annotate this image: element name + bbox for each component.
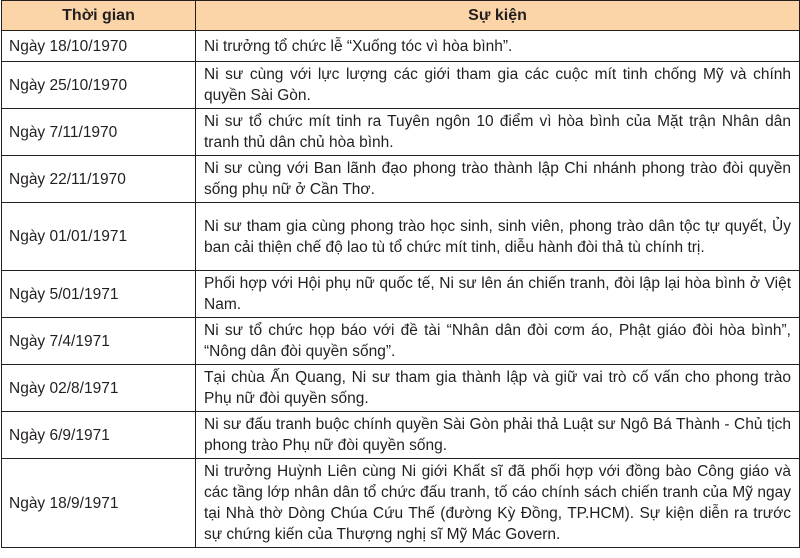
row-date: Ngày 02/8/1971 [2, 365, 196, 412]
row-event: Ni sư tổ chức họp báo với đề tài “Nhân dân đòi cơm áo, Phật giáo đòi hòa bình”, “Nông dân đòi quyền sống”. [196, 318, 800, 365]
row-date: Ngày 18/10/1970 [2, 31, 196, 62]
row-event: Ni trưởng tổ chức lễ “Xuống tóc vì hòa bình”. [196, 31, 800, 62]
table-row [2, 271, 800, 318]
header-event: Sự kiện [196, 1, 800, 31]
row-date: Ngày 7/11/1970 [2, 109, 196, 156]
table-row [2, 31, 800, 62]
table-row [2, 62, 800, 109]
table-row [2, 109, 800, 156]
row-event: Ni sư cùng với Ban lãnh đạo phong trào thành lập Chi nhánh phong trào đòi quyền sống phụ nữ ở Cần Thơ. [196, 156, 800, 203]
table-header-row [2, 1, 800, 31]
row-date: Ngày 22/11/1970 [2, 156, 196, 203]
row-event: Ni sư đấu tranh buộc chính quyền Sài Gòn phải thả Luật sư Ngô Bá Thành - Chủ tịch phong trào Phụ nữ đòi quyền sống. [196, 412, 800, 459]
row-date: Ngày 18/9/1971 [2, 459, 196, 548]
header-time: Thời gian [2, 1, 196, 31]
row-date: Ngày 7/4/1971 [2, 318, 196, 365]
row-event: Ni sư cùng với lực lượng các giới tham gia các cuộc mít tinh chống Mỹ và chính quyền Sài Gòn. [196, 62, 800, 109]
table-row [2, 459, 800, 548]
row-event: Ni trưởng Huỳnh Liên cùng Ni giới Khất sĩ đã phối hợp với đồng bào Công giáo và các tầng lớp nhân dân tổ chức đấu tranh, tố cáo chính sách chiến tranh của Mỹ ngay tại Nhà thờ Dòng Chúa Cứu Thế (đường Kỳ Đồng, TP.HCM). Sự kiện diễn ra trước sự chứng kiến của Thượng nghị sĩ Mỹ Mác Govern. [196, 459, 800, 548]
row-date: Ngày 5/01/1971 [2, 271, 196, 318]
table-row [2, 156, 800, 203]
row-date: Ngày 6/9/1971 [2, 412, 196, 459]
row-event: Phối hợp với Hội phụ nữ quốc tế, Ni sư lên án chiến tranh, đòi lập lại hòa bình ở Việt Nam. [196, 271, 800, 318]
table-row [2, 365, 800, 412]
row-event: Ni sư tổ chức mít tinh ra Tuyên ngôn 10 điểm vì hòa bình của Mặt trận Nhân dân tranh thủ dân chủ hòa bình. [196, 109, 800, 156]
table-row [2, 203, 800, 271]
row-event: Tại chùa Ấn Quang, Ni sư tham gia thành lập và giữ vai trò cố vấn cho phong trào Phụ nữ đòi quyền sống. [196, 365, 800, 412]
table-row [2, 412, 800, 459]
table-row [2, 318, 800, 365]
events-table [1, 0, 800, 548]
row-event: Ni sư tham gia cùng phong trào học sinh, sinh viên, phong trào dân tộc tự quyết, Ủy ban cải thiện chế độ lao tù tổ chức mít tinh, diễu hành đòi thả tù chính trị. [196, 203, 800, 271]
row-date: Ngày 25/10/1970 [2, 62, 196, 109]
row-date: Ngày 01/01/1971 [2, 203, 196, 271]
